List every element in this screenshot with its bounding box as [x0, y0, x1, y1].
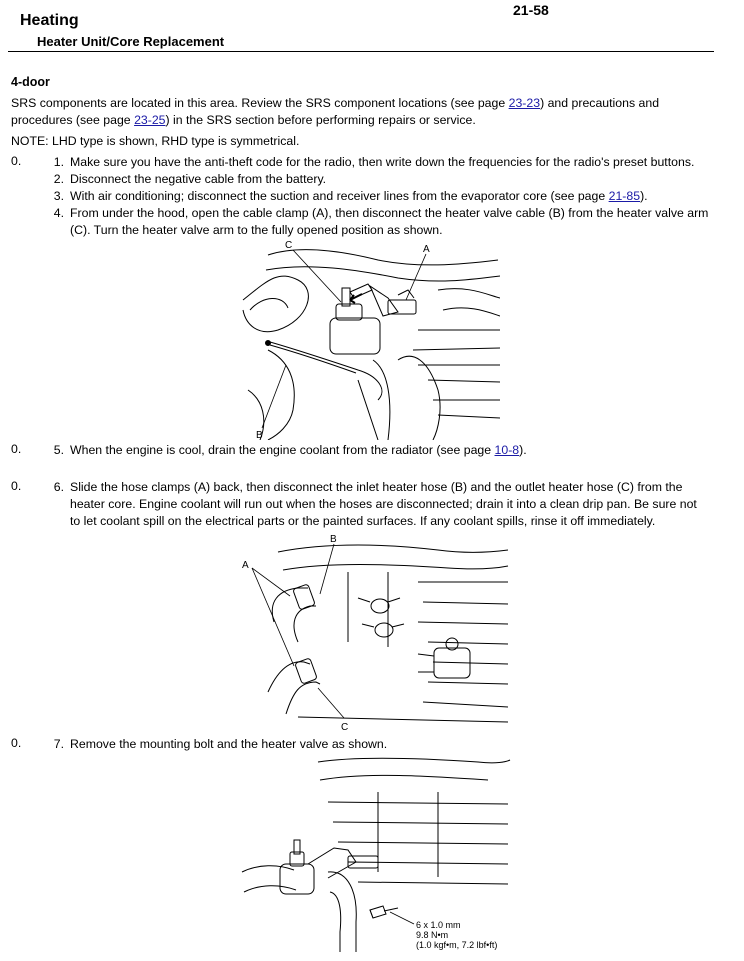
step-7 — [0, 736, 744, 753]
step-text — [70, 479, 697, 530]
bolt-spec-size: 6 x 1.0 mm — [416, 920, 461, 930]
heater-hoses-figure — [238, 532, 510, 734]
lhd-note: NOTE: LHD type is shown, RHD type is symmetrical. — [11, 134, 300, 148]
step-text: Make sure you have the anti-theft code for the radio, then write down the frequencies for the radio's preset buttons. — [70, 155, 695, 169]
figure-label-a: A — [423, 244, 430, 255]
step-text: Remove the mounting bolt and the heater valve as shown. — [70, 737, 388, 751]
step-text — [70, 205, 708, 239]
srs-note-text: SRS components are located in this area. Review the SRS component locations (see page — [11, 96, 509, 110]
step-5 — [0, 442, 744, 459]
step-text-part: When the engine is cool, drain the engine coolant from the radiator (see page — [70, 443, 495, 457]
step-text: Disconnect the negative cable from the battery. — [70, 172, 327, 186]
step-number: 3. — [53, 189, 64, 203]
step-text-line: Slide the hose clamps (A) back, then disconnect the inlet heater hose (B) and the outlet heater hose (C) from the — [70, 480, 683, 494]
srs-note — [11, 95, 726, 129]
step-text-part: ). — [640, 189, 648, 203]
step-text — [70, 188, 648, 205]
bolt-spec-torque: 9.8 N•m — [416, 930, 449, 940]
step-marker: 0. — [11, 442, 22, 456]
step-marker: 0. — [11, 154, 22, 168]
step-marker: 0. — [11, 736, 22, 750]
heater-valve-removal-figure — [238, 752, 528, 958]
link-page-23-23[interactable]: 23-23 — [508, 96, 541, 110]
step-2 — [0, 171, 744, 188]
step-text-part: With air conditioning; disconnect the suction and receiver lines from the evaporator core (see page — [70, 189, 609, 203]
figure-label-b: B — [256, 430, 263, 440]
step-number: 1. — [53, 155, 64, 169]
srs-note-text: ) and precautions and — [540, 96, 660, 110]
link-page-21-85[interactable]: 21-85 — [608, 189, 641, 203]
header-rule — [8, 51, 714, 52]
step-text-line: From under the hood, open the cable clamp (A), then disconnect the heater valve cable (B) from the heater valve arm — [70, 206, 709, 220]
step-number: 2. — [53, 172, 64, 186]
section-heading: 4-door — [11, 75, 50, 89]
step-number: 5. — [53, 443, 64, 457]
step-number: 6. — [53, 480, 64, 494]
link-page-10-8[interactable]: 10-8 — [494, 443, 520, 457]
figure-label-b: B — [330, 534, 337, 545]
step-4 — [0, 205, 744, 239]
figure-label-a: A — [242, 560, 249, 571]
step-number: 4. — [53, 206, 64, 220]
step-marker: 0. — [11, 479, 22, 493]
figure-label-c: C — [285, 240, 293, 251]
step-number: 7. — [53, 737, 64, 751]
link-page-23-25[interactable]: 23-25 — [134, 113, 166, 127]
page-subtitle: Heater Unit/Core Replacement — [37, 34, 225, 49]
page-title: Heating — [20, 12, 79, 29]
step-text-part: ). — [519, 443, 527, 457]
step-text-line: to let coolant spill on the electrical parts or the painted surfaces. If any coolant spills, rinse it off immediately. — [70, 514, 656, 528]
page-number: 21-58 — [513, 2, 549, 18]
heater-valve-cable-figure — [238, 240, 500, 440]
bolt-spec-torque-alt: (1.0 kgf•m, 7.2 lbf•ft) — [416, 940, 498, 950]
srs-note-text: procedures (see page — [11, 113, 135, 127]
step-text-line: (C). Turn the heater valve arm to the fully opened position as shown. — [70, 223, 443, 237]
srs-note-text: ) in the SRS section before performing repairs or service. — [165, 113, 476, 127]
step-text-line: heater core. Engine coolant will run out when the hoses are disconnected; drain it into a clean drip pan. Be sure not — [70, 497, 697, 511]
step-1 — [0, 154, 744, 171]
step-6 — [0, 479, 744, 530]
figure-label-c: C — [341, 722, 349, 733]
step-text — [70, 442, 527, 459]
step-3 — [0, 188, 744, 205]
